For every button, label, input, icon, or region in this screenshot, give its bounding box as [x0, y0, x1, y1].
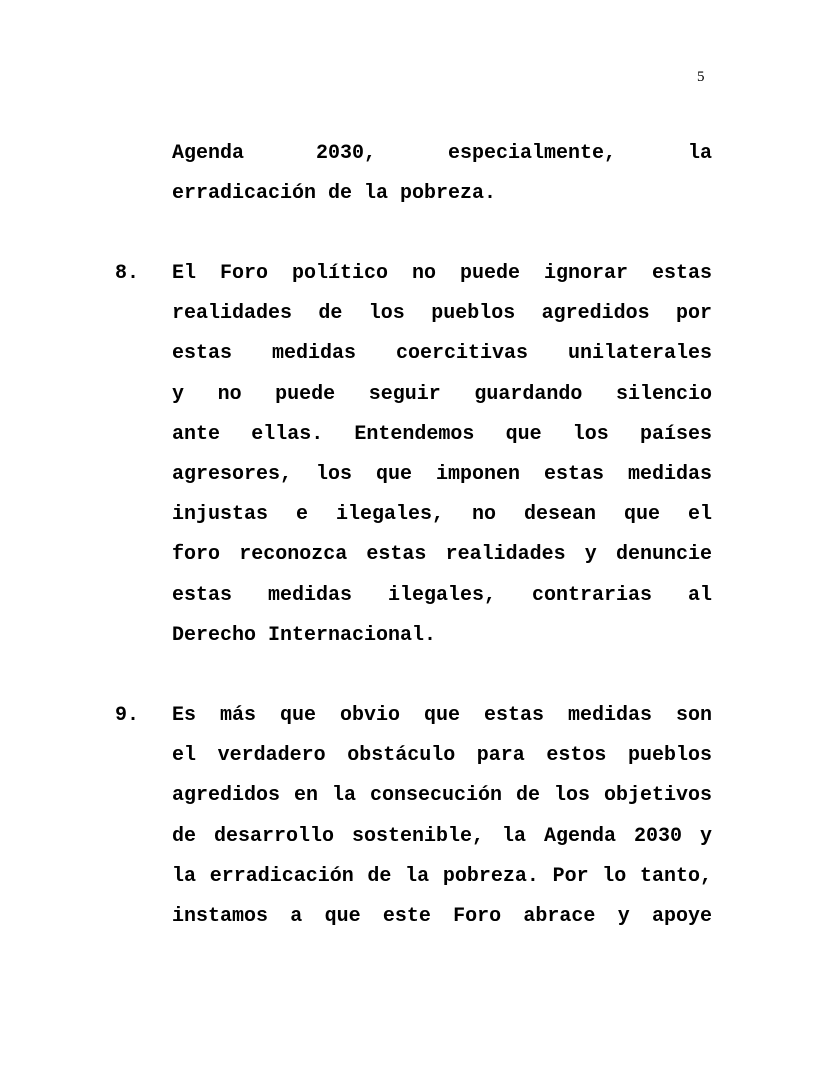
paragraph-line: Agenda 2030, especialmente, la — [172, 142, 712, 165]
paragraph-line: la erradicación de la pobreza. Por lo tanto, — [172, 864, 712, 888]
paragraph-line: y no puede seguir guardando silencio — [172, 382, 712, 406]
paragraph-line: agresores, los que imponen estas medidas — [172, 462, 712, 486]
page-number: 5 — [697, 69, 705, 85]
paragraph-line: foro reconozca estas realidades y denuncie — [172, 543, 712, 567]
paragraph-line: el verdadero obstáculo para estos pueblos — [172, 744, 712, 768]
item-number-8: 8. — [115, 262, 140, 285]
paragraph-line: ante ellas. Entendemos que los países — [172, 422, 712, 446]
paragraph-line: El Foro político no puede ignorar estas — [172, 262, 712, 285]
paragraph-line: Es más que obvio que estas medidas son — [172, 704, 712, 727]
paragraph-line: erradicación de la pobreza. — [172, 182, 497, 206]
continuation-paragraph — [172, 134, 712, 214]
paragraph-line: estas medidas ilegales, contrarias al — [172, 583, 712, 607]
item-8-paragraph — [172, 254, 712, 656]
paragraph-line: de desarrollo sostenible, la Agenda 2030 y — [172, 824, 712, 848]
item-number-9: 9. — [115, 704, 140, 727]
item-9-paragraph — [172, 696, 712, 937]
paragraph-line: instamos a que este Foro abrace y apoye — [172, 904, 712, 928]
paragraph-line: injustas e ilegales, no desean que el — [172, 503, 712, 527]
paragraph-line: estas medidas coercitivas unilaterales — [172, 342, 712, 366]
paragraph-line: realidades de los pueblos agredidos por — [172, 302, 712, 326]
paragraph-line: Derecho Internacional. — [172, 623, 437, 647]
paragraph-line: agredidos en la consecución de los objetivos — [172, 784, 712, 808]
